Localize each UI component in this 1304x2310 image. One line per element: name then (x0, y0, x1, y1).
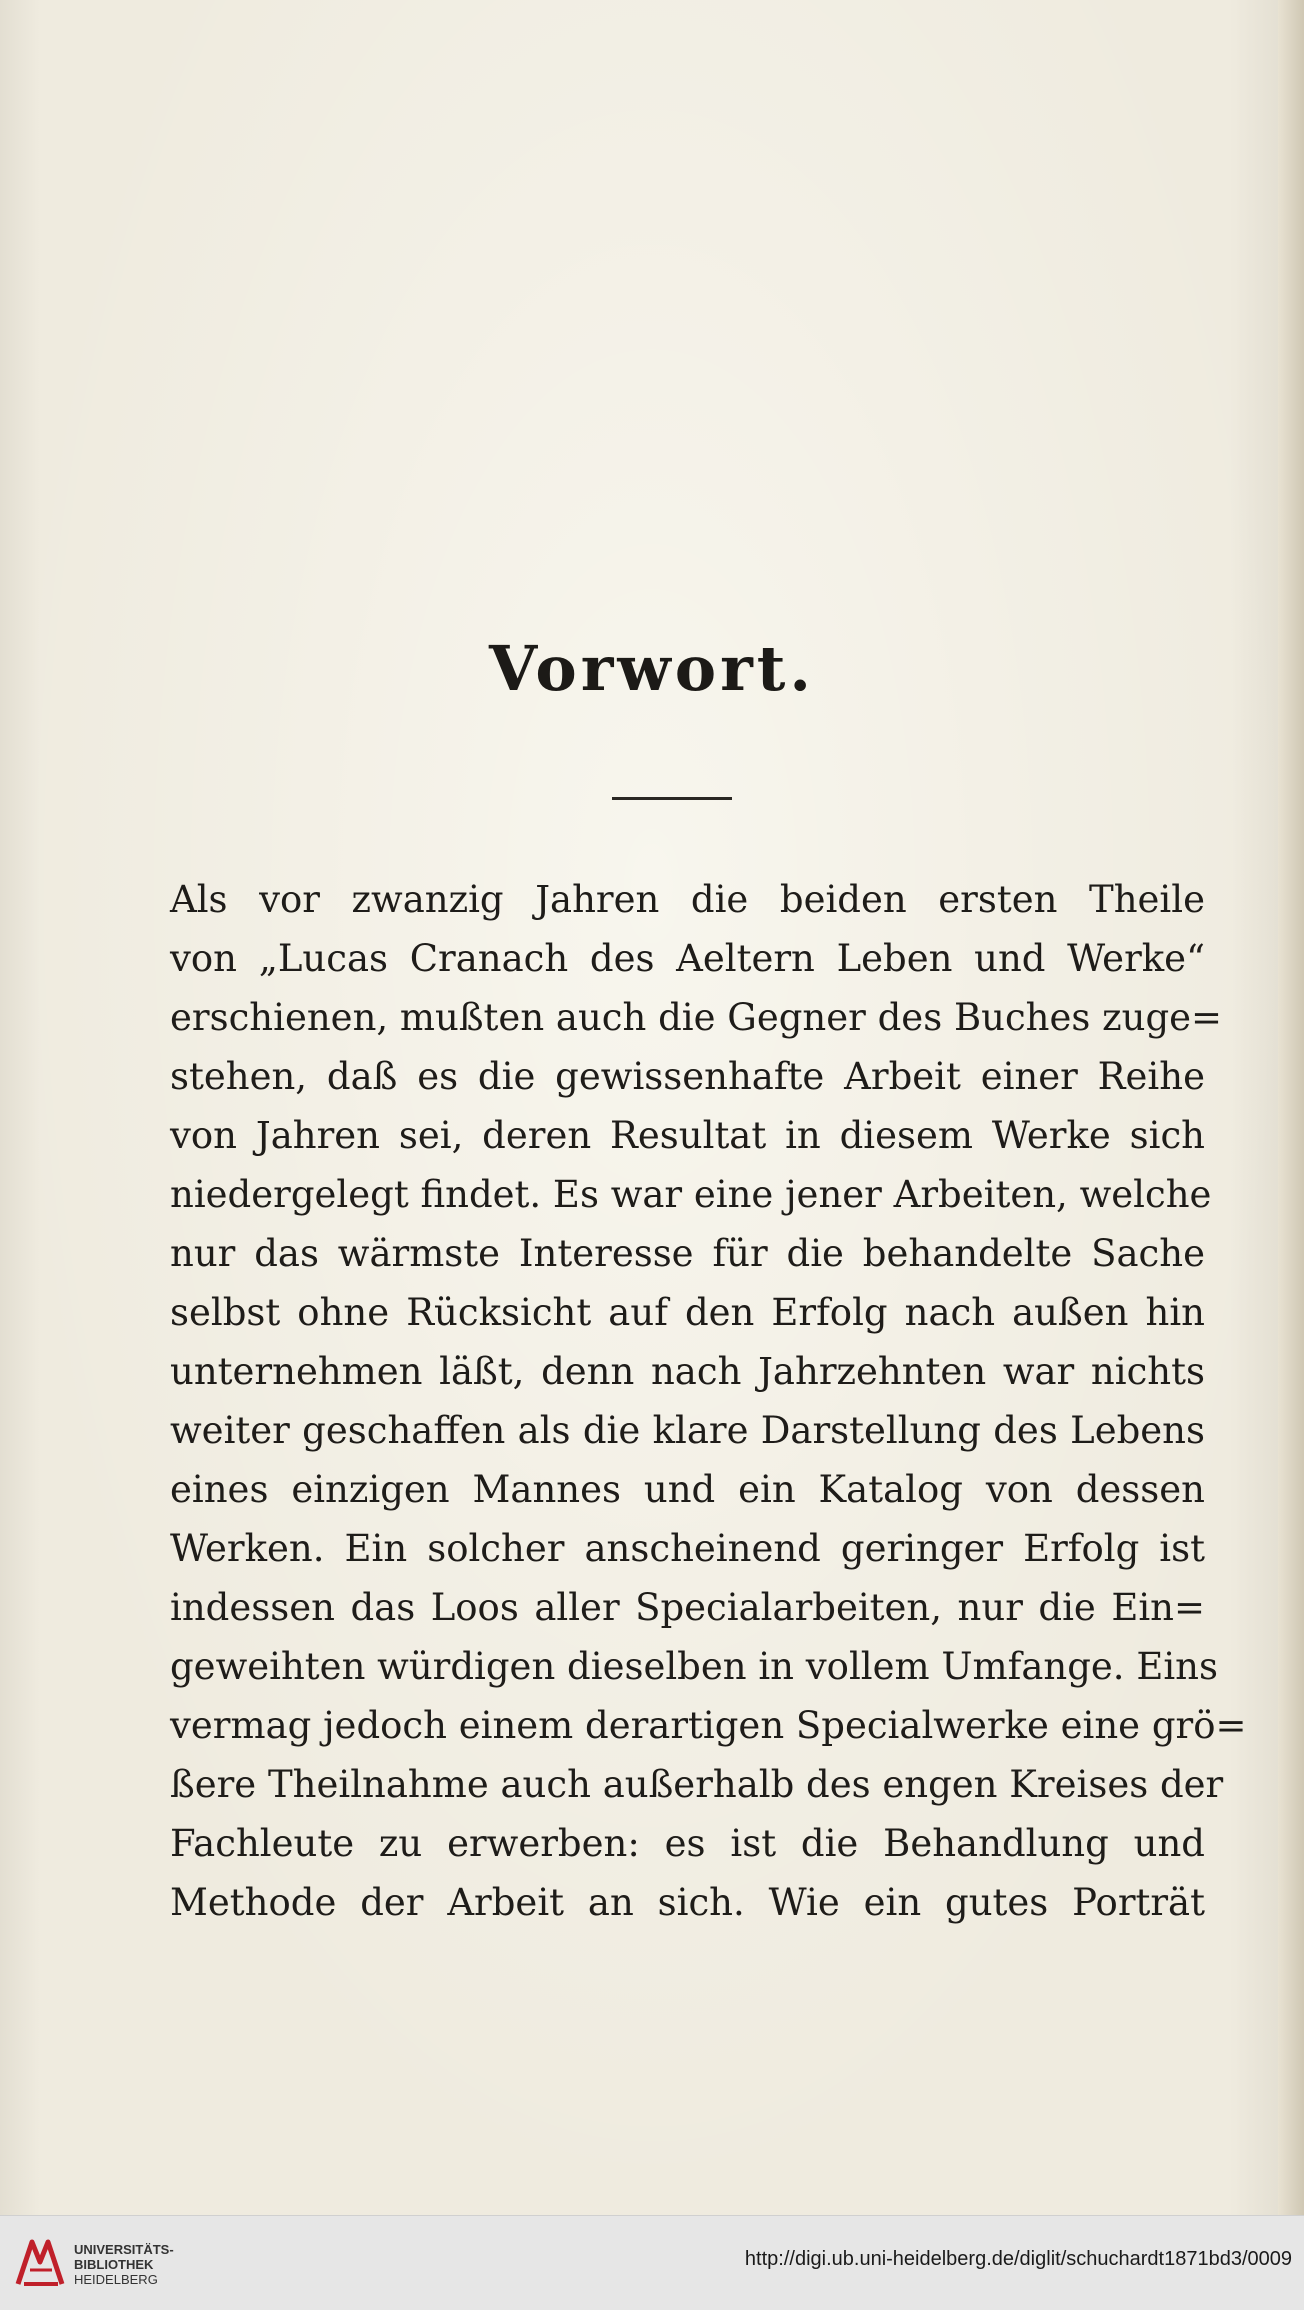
text-line: weiter geschaffen als die klare Darstellung des Lebens (170, 1409, 1205, 1452)
title-divider (612, 797, 732, 800)
text-line: niedergelegt findet. Es war eine jener Arbeiten, welche (170, 1173, 1212, 1216)
text-line: von „Lucas Cranach des Aeltern Leben und Werke“ (170, 937, 1205, 980)
footer-bar (0, 2215, 1304, 2310)
text-line: stehen, daß es die gewissenhafte Arbeit einer Reihe (170, 1055, 1205, 1098)
permalink-url[interactable]: http://digi.ub.uni-heidelberg.de/diglit/schuchardt1871bd3/0009 (744, 2248, 1292, 2270)
text-line: indessen das Loos aller Specialarbeiten, nur die Ein= (170, 1586, 1205, 1629)
text-line: ßere Theilnahme auch außerhalb des engen Kreises der (170, 1763, 1224, 1806)
logo-line-2: BIBLIOTHEK (74, 2257, 154, 2272)
page-title: Vorwort. (488, 632, 816, 705)
logo-line-1: UNIVERSITÄTS- (74, 2242, 174, 2257)
text-line: von Jahren sei, deren Resultat in diesem Werke sich (170, 1114, 1205, 1157)
text-line: Methode der Arbeit an sich. Wie ein gutes Porträt (170, 1881, 1205, 1924)
library-logo-text[interactable] (74, 2242, 174, 2287)
text-line: vermag jedoch einem derartigen Specialwerke eine grö= (170, 1704, 1247, 1747)
text-line: nur das wärmste Interesse für die behandelte Sache (170, 1232, 1205, 1275)
text-line: erschienen, mußten auch die Gegner des Buches zuge= (170, 996, 1223, 1039)
text-line: unternehmen läßt, denn nach Jahrzehnten war nichts (170, 1350, 1205, 1393)
text-line: Als vor zwanzig Jahren die beiden ersten Theile (170, 878, 1205, 921)
text-line: eines einzigen Mannes und ein Katalog von dessen (170, 1468, 1205, 1511)
text-line: selbst ohne Rücksicht auf den Erfolg nach außen hin (170, 1291, 1205, 1334)
text-line: Werken. Ein solcher anscheinend geringer Erfolg ist (170, 1527, 1205, 1570)
text-line: geweihten würdigen dieselben in vollem Umfange. Eins (170, 1645, 1218, 1688)
text-line: Fachleute zu erwerben: es ist die Behandlung und (170, 1822, 1205, 1865)
library-logo-icon[interactable] (14, 2234, 68, 2292)
page-edge (1278, 0, 1304, 2215)
logo-line-3: HEIDELBERG (74, 2272, 158, 2287)
body-text (170, 870, 1247, 1932)
